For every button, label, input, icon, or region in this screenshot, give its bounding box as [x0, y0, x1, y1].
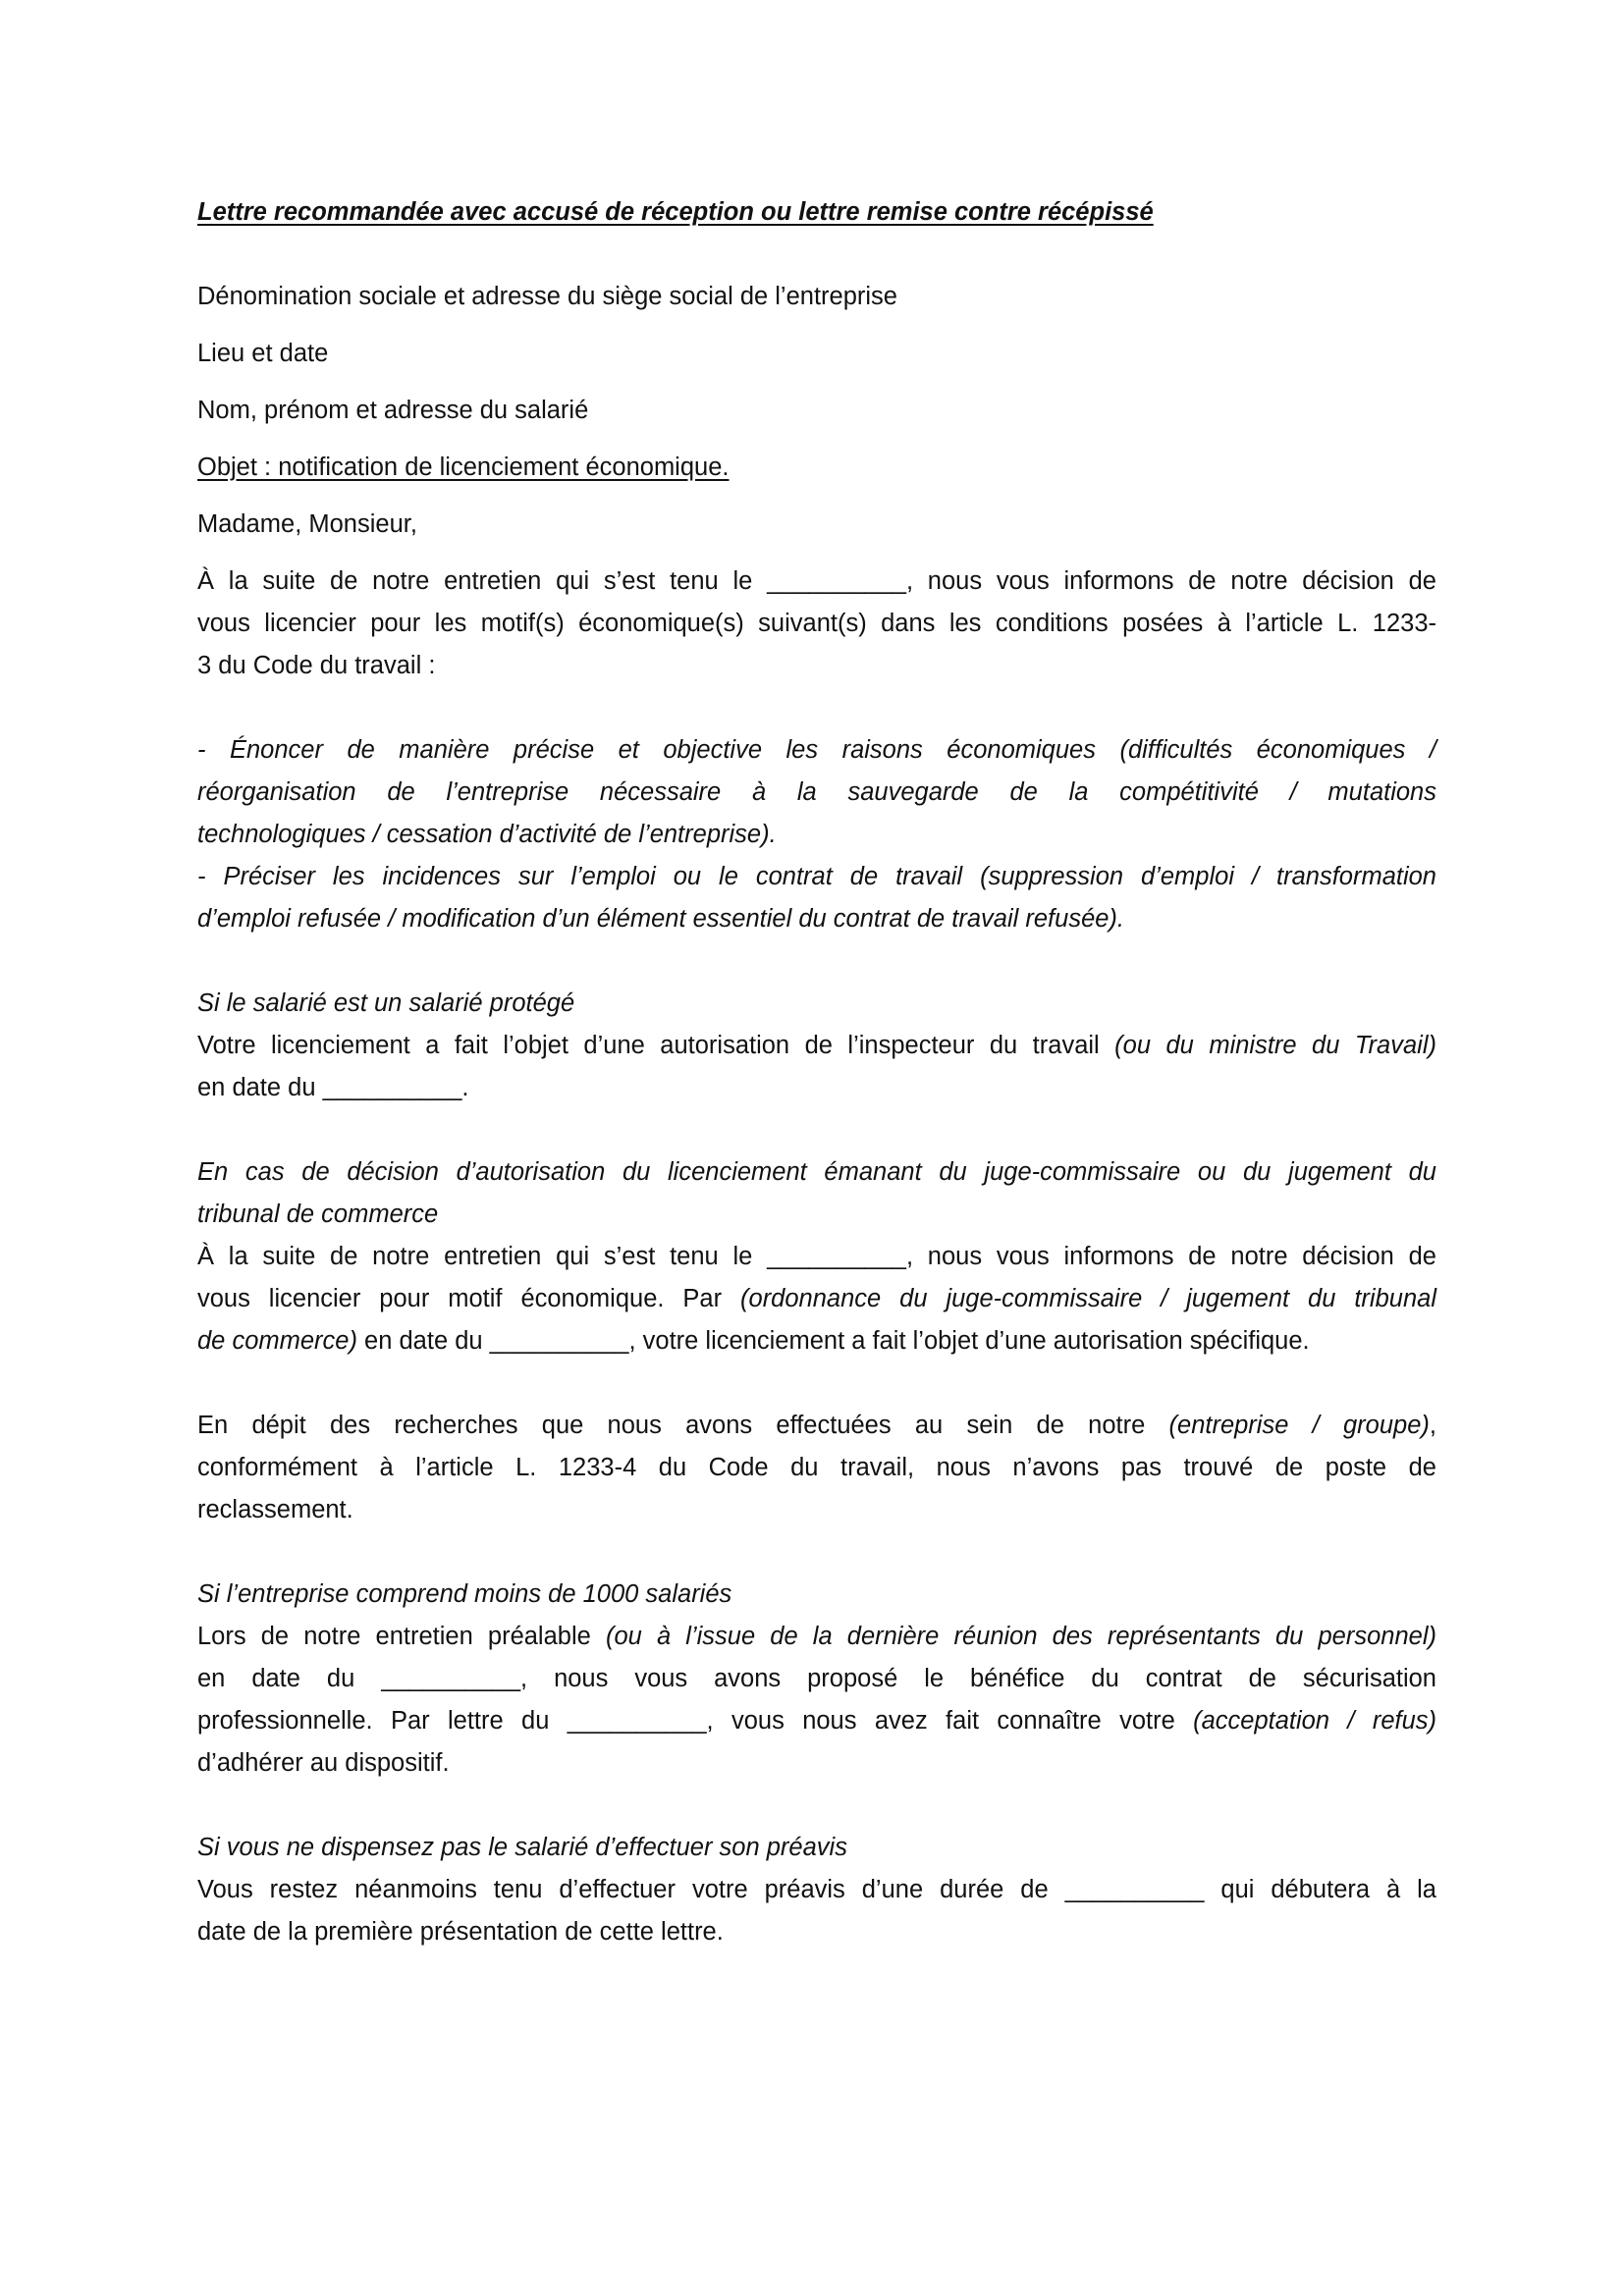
section-line — [197, 1278, 1436, 1320]
text-span-italic: (ou à l’issue de la dernière réunion des représentants du personnel) — [605, 1623, 1436, 1650]
subject-line — [197, 447, 1436, 489]
salutation: Madame, Monsieur, — [197, 510, 417, 538]
notice-section — [197, 1827, 1436, 1953]
section-line — [197, 1025, 1436, 1067]
csp-section — [197, 1574, 1436, 1785]
place-and-date: Lieu et date — [197, 340, 329, 367]
reasons-list — [197, 729, 1436, 940]
reason-line: réorganisation de l’entreprise nécessaire à la sauvegarde de la compétitivité / mutations — [197, 778, 1436, 806]
reason-line: - Énoncer de manière précise et objective les raisons économiques (difficultés économiques / — [197, 736, 1436, 764]
section-line — [197, 1405, 1436, 1447]
section-heading: Si le salarié est un salarié protégé — [197, 989, 575, 1017]
section-line: en date du __________. — [197, 1074, 469, 1101]
section-line — [197, 1616, 1436, 1658]
letter-title: Lettre recommandée avec accusé de réception ou lettre remise contre récépissé — [197, 198, 1154, 226]
text-span: Votre licenciement a fait l’objet d’une autorisation de l’inspecteur du travail — [197, 1032, 1115, 1059]
reclassement-paragraph — [197, 1405, 1436, 1531]
reason-line: technologiques / cessation d’activité de l’entreprise). — [197, 821, 777, 848]
intro-paragraph — [197, 561, 1436, 687]
intro-line: À la suite de notre entretien qui s’est tenu le __________, nous vous informons de notre décision de — [197, 567, 1436, 595]
section-heading: tribunal de commerce — [197, 1201, 439, 1228]
section-line: reclassement. — [197, 1496, 353, 1523]
section-heading: Si l’entreprise comprend moins de 1000 salariés — [197, 1580, 732, 1608]
text-span-italic: (acceptation / refus) — [1193, 1707, 1437, 1735]
text-span: , — [1429, 1412, 1436, 1439]
text-span: en date du __________, votre licenciement a fait l’objet d’une autorisation spécifique. — [356, 1327, 1310, 1355]
intro-line: vous licencier pour les motif(s) économique(s) suivant(s) dans les conditions posées à l’article L. 1233- — [197, 610, 1436, 637]
text-span: vous licencier pour motif économique. Par — [197, 1285, 741, 1312]
text-span-italic: de commerce) — [197, 1327, 357, 1355]
section-line: d’adhérer au dispositif. — [197, 1749, 450, 1777]
subject-text: Objet : notification de licenciement économique. — [197, 454, 730, 481]
section-heading: En cas de décision d’autorisation du licenciement émanant du juge-commissaire ou du jugement du — [197, 1158, 1436, 1186]
employee-name-address: Nom, prénom et adresse du salarié — [197, 397, 589, 424]
company-name-address: Dénomination sociale et adresse du siège social de l’entreprise — [197, 283, 897, 310]
text-span-italic: (ordonnance du juge-commissaire / jugement du tribunal — [740, 1285, 1436, 1312]
reason-line: d’emploi refusée / modification d’un élément essentiel du contrat de travail refusée). — [197, 905, 1125, 933]
section-heading: Si vous ne dispensez pas le salarié d’effectuer son préavis — [197, 1834, 847, 1861]
text-span: En dépit des recherches que nous avons effectuées au sein de notre — [197, 1412, 1169, 1439]
letter-page — [197, 191, 1436, 1953]
section-line: en date du __________, nous vous avons proposé le bénéfice du contrat de sécurisation — [197, 1665, 1436, 1692]
section-line — [197, 1700, 1436, 1742]
text-span-italic: (entreprise / groupe) — [1168, 1412, 1430, 1439]
section-line: À la suite de notre entretien qui s’est tenu le __________, nous vous informons de notre décision de — [197, 1243, 1436, 1270]
text-span: professionnelle. Par lettre du __________, vous nous avez fait connaître votre — [197, 1707, 1194, 1735]
protected-employee-section — [197, 983, 1436, 1109]
text-span: Lors de notre entretien préalable — [197, 1623, 606, 1650]
section-line: date de la première présentation de cette lettre. — [197, 1918, 724, 1946]
section-line: conformément à l’article L. 1233-4 du Code du travail, nous n’avons pas trouvé de poste de — [197, 1454, 1436, 1481]
court-decision-section — [197, 1151, 1436, 1362]
reason-line: - Préciser les incidences sur l’emploi ou le contrat de travail (suppression d’emploi / transformation — [197, 863, 1436, 890]
text-span-italic: (ou du ministre du Travail) — [1114, 1032, 1436, 1059]
intro-line: 3 du Code du travail : — [197, 652, 436, 679]
section-line: Vous restez néanmoins tenu d’effectuer votre préavis d’une durée de __________ qui débutera à la — [197, 1876, 1436, 1903]
section-line — [197, 1320, 1436, 1362]
